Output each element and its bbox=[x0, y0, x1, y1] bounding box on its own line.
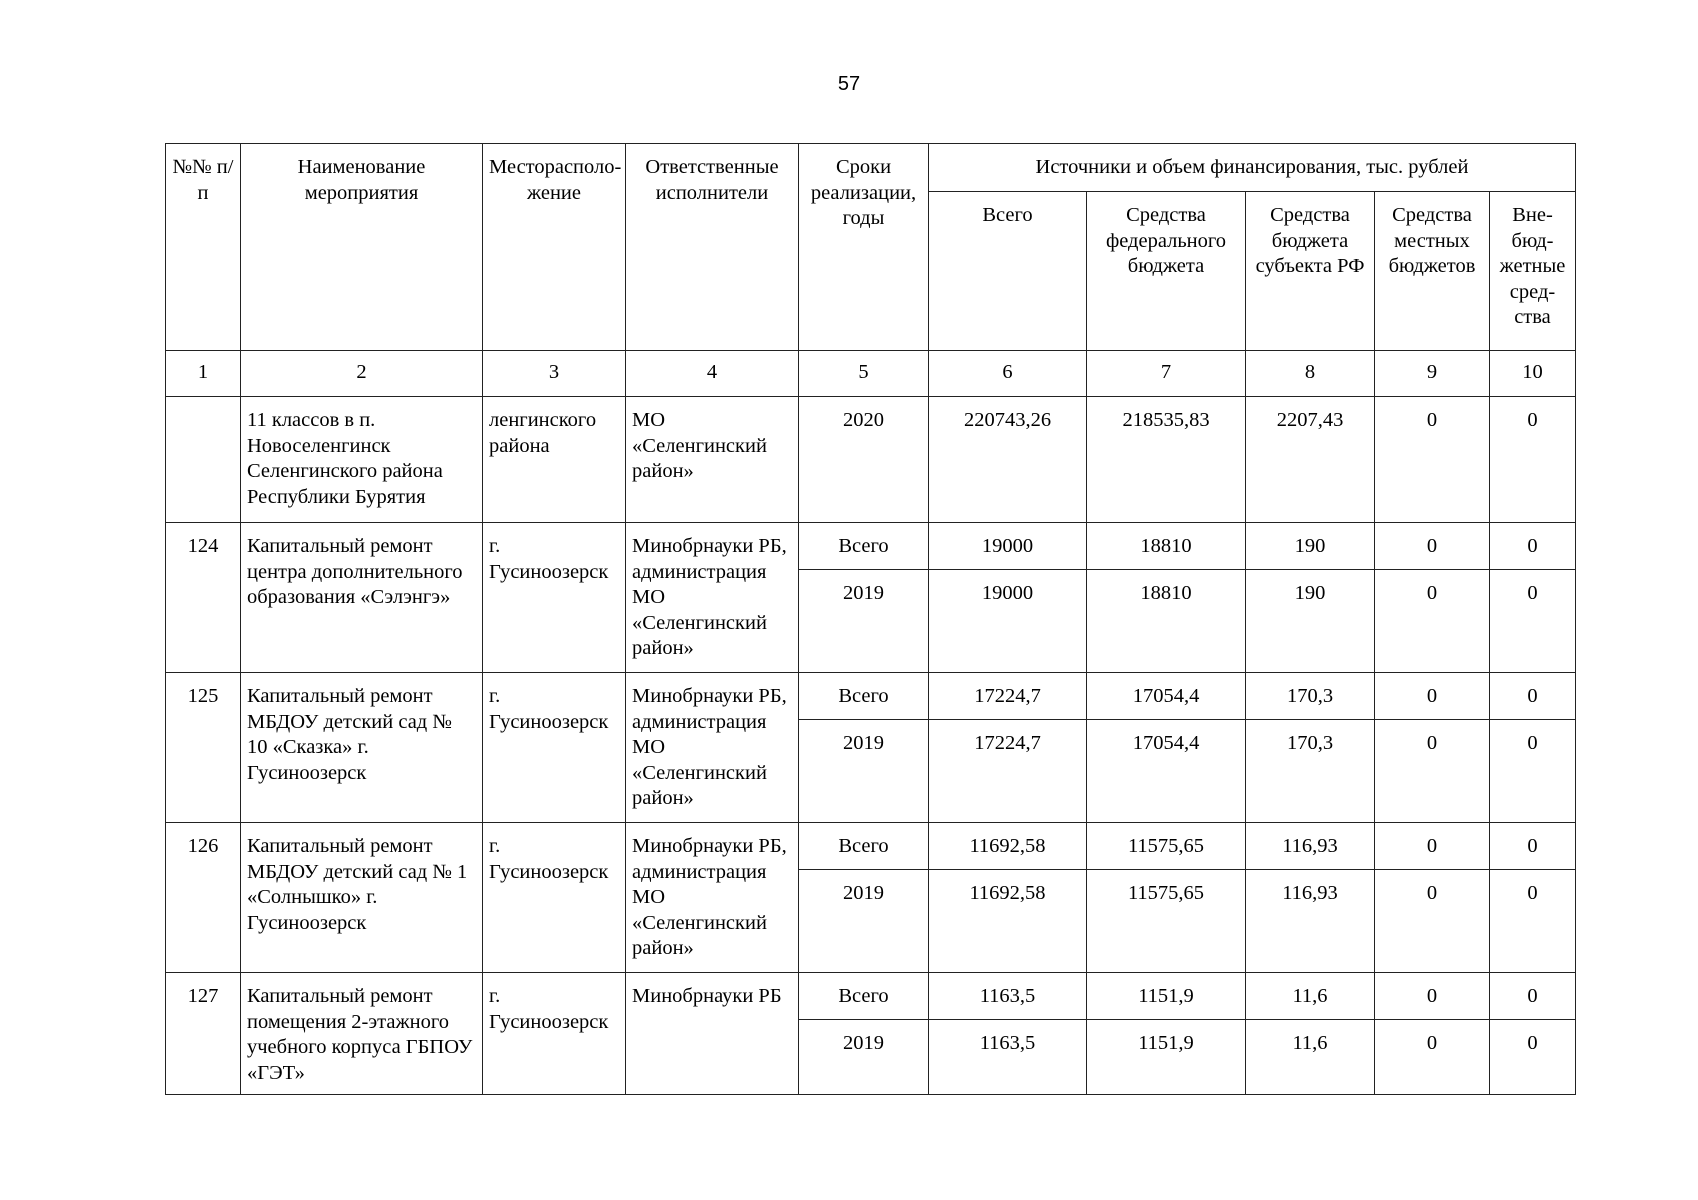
row-num bbox=[166, 397, 241, 523]
column-number: 6 bbox=[929, 351, 1087, 397]
row-subject: 116,93 bbox=[1246, 870, 1375, 973]
row-extrabudget: 0 bbox=[1490, 523, 1576, 570]
row-period: Всего bbox=[799, 673, 929, 720]
row-local: 0 bbox=[1375, 973, 1490, 1020]
row-federal: 218535,83 bbox=[1087, 397, 1246, 523]
header-extrabudget: Вне-бюд-жетные сред-ства bbox=[1490, 192, 1576, 351]
row-executors: Минобрнауки РБ, администрация МО «Селенгинский район» bbox=[626, 523, 799, 673]
row-subject: 170,3 bbox=[1246, 720, 1375, 823]
row-federal: 11575,65 bbox=[1087, 823, 1246, 870]
row-period: 2019 bbox=[799, 720, 929, 823]
row-executors: Минобрнауки РБ bbox=[626, 973, 799, 1095]
row-period: 2019 bbox=[799, 570, 929, 673]
table-row bbox=[166, 523, 1576, 570]
row-location: г. Гусиноозерск bbox=[483, 973, 626, 1095]
row-subject: 170,3 bbox=[1246, 673, 1375, 720]
row-executors: Минобрнауки РБ, администрация МО «Селенгинский район» bbox=[626, 673, 799, 823]
header-federal: Средства федерального бюджета bbox=[1087, 192, 1246, 351]
row-local: 0 bbox=[1375, 397, 1490, 523]
row-subject: 190 bbox=[1246, 570, 1375, 673]
row-period: 2019 bbox=[799, 870, 929, 973]
row-num: 124 bbox=[166, 523, 241, 673]
column-number: 3 bbox=[483, 351, 626, 397]
row-total: 1163,5 bbox=[929, 1020, 1087, 1095]
row-total: 1163,5 bbox=[929, 973, 1087, 1020]
row-total: 19000 bbox=[929, 523, 1087, 570]
header-subject: Средства бюджета субъекта РФ bbox=[1246, 192, 1375, 351]
row-extrabudget: 0 bbox=[1490, 823, 1576, 870]
row-extrabudget: 0 bbox=[1490, 973, 1576, 1020]
row-extrabudget: 0 bbox=[1490, 397, 1576, 523]
table-row bbox=[166, 973, 1576, 1020]
column-number: 10 bbox=[1490, 351, 1576, 397]
row-local: 0 bbox=[1375, 523, 1490, 570]
column-number: 1 bbox=[166, 351, 241, 397]
row-federal: 17054,4 bbox=[1087, 673, 1246, 720]
header-financing: Источники и объем финансирования, тыс. рублей bbox=[929, 144, 1576, 192]
column-number: 9 bbox=[1375, 351, 1490, 397]
row-extrabudget: 0 bbox=[1490, 1020, 1576, 1095]
row-name: Капитальный ремонт МБДОУ детский сад № 10 «Сказка» г. Гусиноозерск bbox=[241, 673, 483, 823]
row-subject: 11,6 bbox=[1246, 1020, 1375, 1095]
header-name: Наименование мероприятия bbox=[241, 144, 483, 351]
row-num: 125 bbox=[166, 673, 241, 823]
row-extrabudget: 0 bbox=[1490, 720, 1576, 823]
row-num: 126 bbox=[166, 823, 241, 973]
row-federal: 1151,9 bbox=[1087, 1020, 1246, 1095]
row-subject: 2207,43 bbox=[1246, 397, 1375, 523]
row-location: г. Гусиноозерск bbox=[483, 523, 626, 673]
row-total: 11692,58 bbox=[929, 870, 1087, 973]
row-federal: 18810 bbox=[1087, 523, 1246, 570]
row-subject: 11,6 bbox=[1246, 973, 1375, 1020]
column-number: 4 bbox=[626, 351, 799, 397]
row-name: 11 классов в п. Новоселенгинск Селенгинского района Республики Бурятия bbox=[241, 397, 483, 523]
row-extrabudget: 0 bbox=[1490, 570, 1576, 673]
row-total: 19000 bbox=[929, 570, 1087, 673]
table-row bbox=[166, 673, 1576, 720]
row-federal: 17054,4 bbox=[1087, 720, 1246, 823]
row-period: 2020 bbox=[799, 397, 929, 523]
page-number: 57 bbox=[837, 73, 861, 95]
column-number-row bbox=[166, 351, 1576, 397]
row-local: 0 bbox=[1375, 673, 1490, 720]
row-period: Всего bbox=[799, 823, 929, 870]
row-subject: 116,93 bbox=[1246, 823, 1375, 870]
row-period: Всего bbox=[799, 973, 929, 1020]
row-name: Капитальный ремонт помещения 2-этажного учебного корпуса ГБПОУ «ГЭТ» bbox=[241, 973, 483, 1095]
table-row bbox=[166, 823, 1576, 870]
row-period: 2019 bbox=[799, 1020, 929, 1095]
row-extrabudget: 0 bbox=[1490, 870, 1576, 973]
header-num: №№ п/п bbox=[166, 144, 241, 351]
row-executors: МО «Селенгинский район» bbox=[626, 397, 799, 523]
row-name: Капитальный ремонт центра дополнительного образования «Сэлэнгэ» bbox=[241, 523, 483, 673]
row-local: 0 bbox=[1375, 720, 1490, 823]
header-location: Месторасполо-жение bbox=[483, 144, 626, 351]
row-executors: Минобрнауки РБ, администрация МО «Селенгинский район» bbox=[626, 823, 799, 973]
column-number: 7 bbox=[1087, 351, 1246, 397]
header-period: Сроки реализации, годы bbox=[799, 144, 929, 351]
header-total: Всего bbox=[929, 192, 1087, 351]
row-num: 127 bbox=[166, 973, 241, 1095]
row-location: г. Гусиноозерск bbox=[483, 823, 626, 973]
financing-table bbox=[165, 143, 1576, 1095]
column-number: 8 bbox=[1246, 351, 1375, 397]
row-federal: 1151,9 bbox=[1087, 973, 1246, 1020]
row-total: 17224,7 bbox=[929, 673, 1087, 720]
table-row bbox=[166, 397, 1576, 523]
row-subject: 190 bbox=[1246, 523, 1375, 570]
row-local: 0 bbox=[1375, 823, 1490, 870]
row-total: 17224,7 bbox=[929, 720, 1087, 823]
row-period: Всего bbox=[799, 523, 929, 570]
row-location: г. Гусиноозерск bbox=[483, 673, 626, 823]
row-name: Капитальный ремонт МБДОУ детский сад № 1 «Солнышко» г. Гусиноозерск bbox=[241, 823, 483, 973]
row-local: 0 bbox=[1375, 570, 1490, 673]
row-federal: 18810 bbox=[1087, 570, 1246, 673]
row-local: 0 bbox=[1375, 870, 1490, 973]
row-location: ленгинского района bbox=[483, 397, 626, 523]
row-extrabudget: 0 bbox=[1490, 673, 1576, 720]
row-total: 220743,26 bbox=[929, 397, 1087, 523]
row-local: 0 bbox=[1375, 1020, 1490, 1095]
row-total: 11692,58 bbox=[929, 823, 1087, 870]
column-number: 2 bbox=[241, 351, 483, 397]
header-local: Средства местных бюджетов bbox=[1375, 192, 1490, 351]
row-federal: 11575,65 bbox=[1087, 870, 1246, 973]
header-executors: Ответственные исполнители bbox=[626, 144, 799, 351]
column-number: 5 bbox=[799, 351, 929, 397]
